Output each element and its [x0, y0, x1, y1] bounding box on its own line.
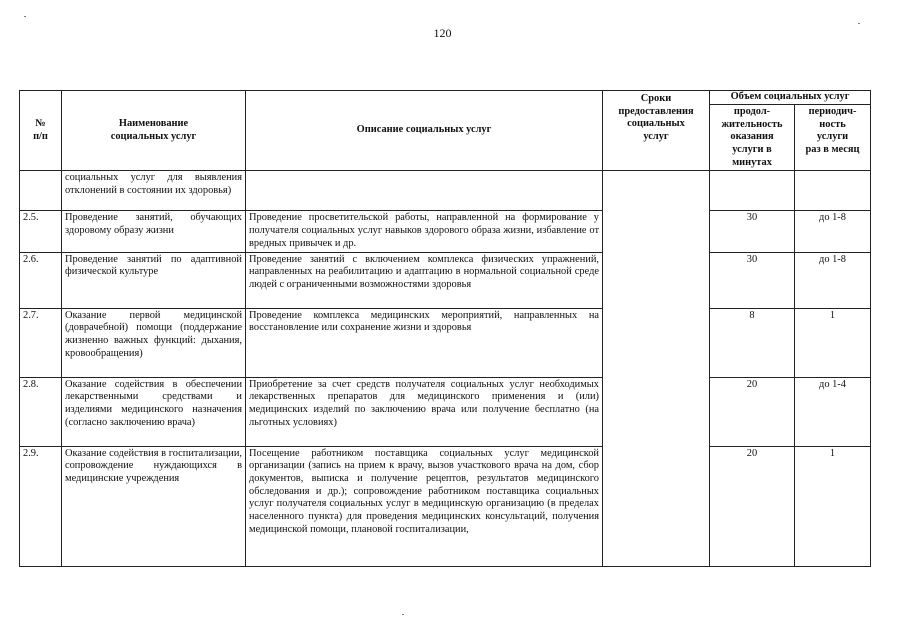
- row-frequency: до 1-8: [795, 211, 871, 252]
- row-description: Проведение комплекса медицинских мероприятий, направленных на восстановление или сохранение жизни и здоровья: [246, 308, 603, 377]
- row-name: Оказание содействия в обеспечении лекарственными средствами и изделиями медицинского назначения (согласно заключению врача): [62, 377, 246, 446]
- header-num: № п/п: [20, 91, 62, 171]
- row-description: Проведение просветительской работы, направленной на формирование у получателя социальных услуг навыков здорового образа жизни, избавление от вредных привычек и др.: [246, 211, 603, 252]
- table-row: [20, 171, 871, 211]
- table-row: [20, 377, 871, 446]
- row-frequency: до 1-4: [795, 377, 871, 446]
- header-description: Описание социальных услуг: [246, 91, 603, 171]
- row-num: 2.5.: [20, 211, 62, 252]
- scan-speck: [402, 614, 404, 615]
- row-num: 2.9.: [20, 446, 62, 566]
- row-duration: 30: [710, 252, 795, 308]
- header-duration: продол- жительность оказания услуги в минутах: [710, 105, 795, 171]
- row-num: 2.6.: [20, 252, 62, 308]
- header-volume: Объем социальных услуг: [710, 91, 871, 105]
- scan-speck: [858, 23, 860, 24]
- header-terms: Сроки предоставления социальных услуг: [603, 91, 710, 171]
- table-row: [20, 308, 871, 377]
- header-frequency: периодич- ность услуги раз в месяц: [795, 105, 871, 171]
- terms-cell: [603, 171, 710, 566]
- page-number: 120: [433, 26, 452, 40]
- row-name: Оказание содействия в госпитализации, сопровождение нуждающихся в медицинские учреждения: [62, 446, 246, 566]
- row-duration: [710, 171, 795, 211]
- row-num: [20, 171, 62, 211]
- row-duration: 30: [710, 211, 795, 252]
- row-frequency: 1: [795, 446, 871, 566]
- row-num: 2.8.: [20, 377, 62, 446]
- row-duration: 8: [710, 308, 795, 377]
- row-name: Проведение занятий, обучающих здоровому образу жизни: [62, 211, 246, 252]
- row-description: Посещение работником поставщика социальных услуг медицинской организации (запись на прием к врачу, вызов участкового врача на дом, сбор документов, выписка и получение рецептов, результатов медицинского обследования и др.); сопровождение работником поставщика социальных услуг получателя социальных услуг в медицинскую организацию (в пределах населенного пункта) для проведения медицинских консультаций, получения медицинской помощи, плановой госпитализации,: [246, 446, 603, 566]
- row-description: Приобретение за счет средств получателя социальных услуг необходимых лекарственных препаратов для медицинского применения и (или) медицинских изделий по заключению врача или получение бесплатно (на льготных условиях): [246, 377, 603, 446]
- row-frequency: 1: [795, 308, 871, 377]
- services-table: [19, 90, 871, 567]
- scan-speck: [24, 16, 26, 17]
- row-duration: 20: [710, 446, 795, 566]
- row-description: [246, 171, 603, 211]
- row-num: 2.7.: [20, 308, 62, 377]
- row-frequency: [795, 171, 871, 211]
- table-row: [20, 446, 871, 566]
- row-duration: 20: [710, 377, 795, 446]
- table-row: [20, 252, 871, 308]
- row-description: Проведение занятий с включением комплекса физических упражнений, направленных на реабилитацию и адаптацию в нормальной социальной среде людей с ограниченными возможностями здоровья: [246, 252, 603, 308]
- row-name: Проведение занятий по адаптивной физической культуре: [62, 252, 246, 308]
- row-name: социальных услуг для выявления отклонений в состоянии их здоровья): [62, 171, 246, 211]
- header-name: Наименование социальных услуг: [62, 91, 246, 171]
- table-row: [20, 211, 871, 252]
- row-name: Оказание первой медицинской (доврачебной) помощи (поддержание жизненно важных функций: дыхания, кровообращения): [62, 308, 246, 377]
- row-frequency: до 1-8: [795, 252, 871, 308]
